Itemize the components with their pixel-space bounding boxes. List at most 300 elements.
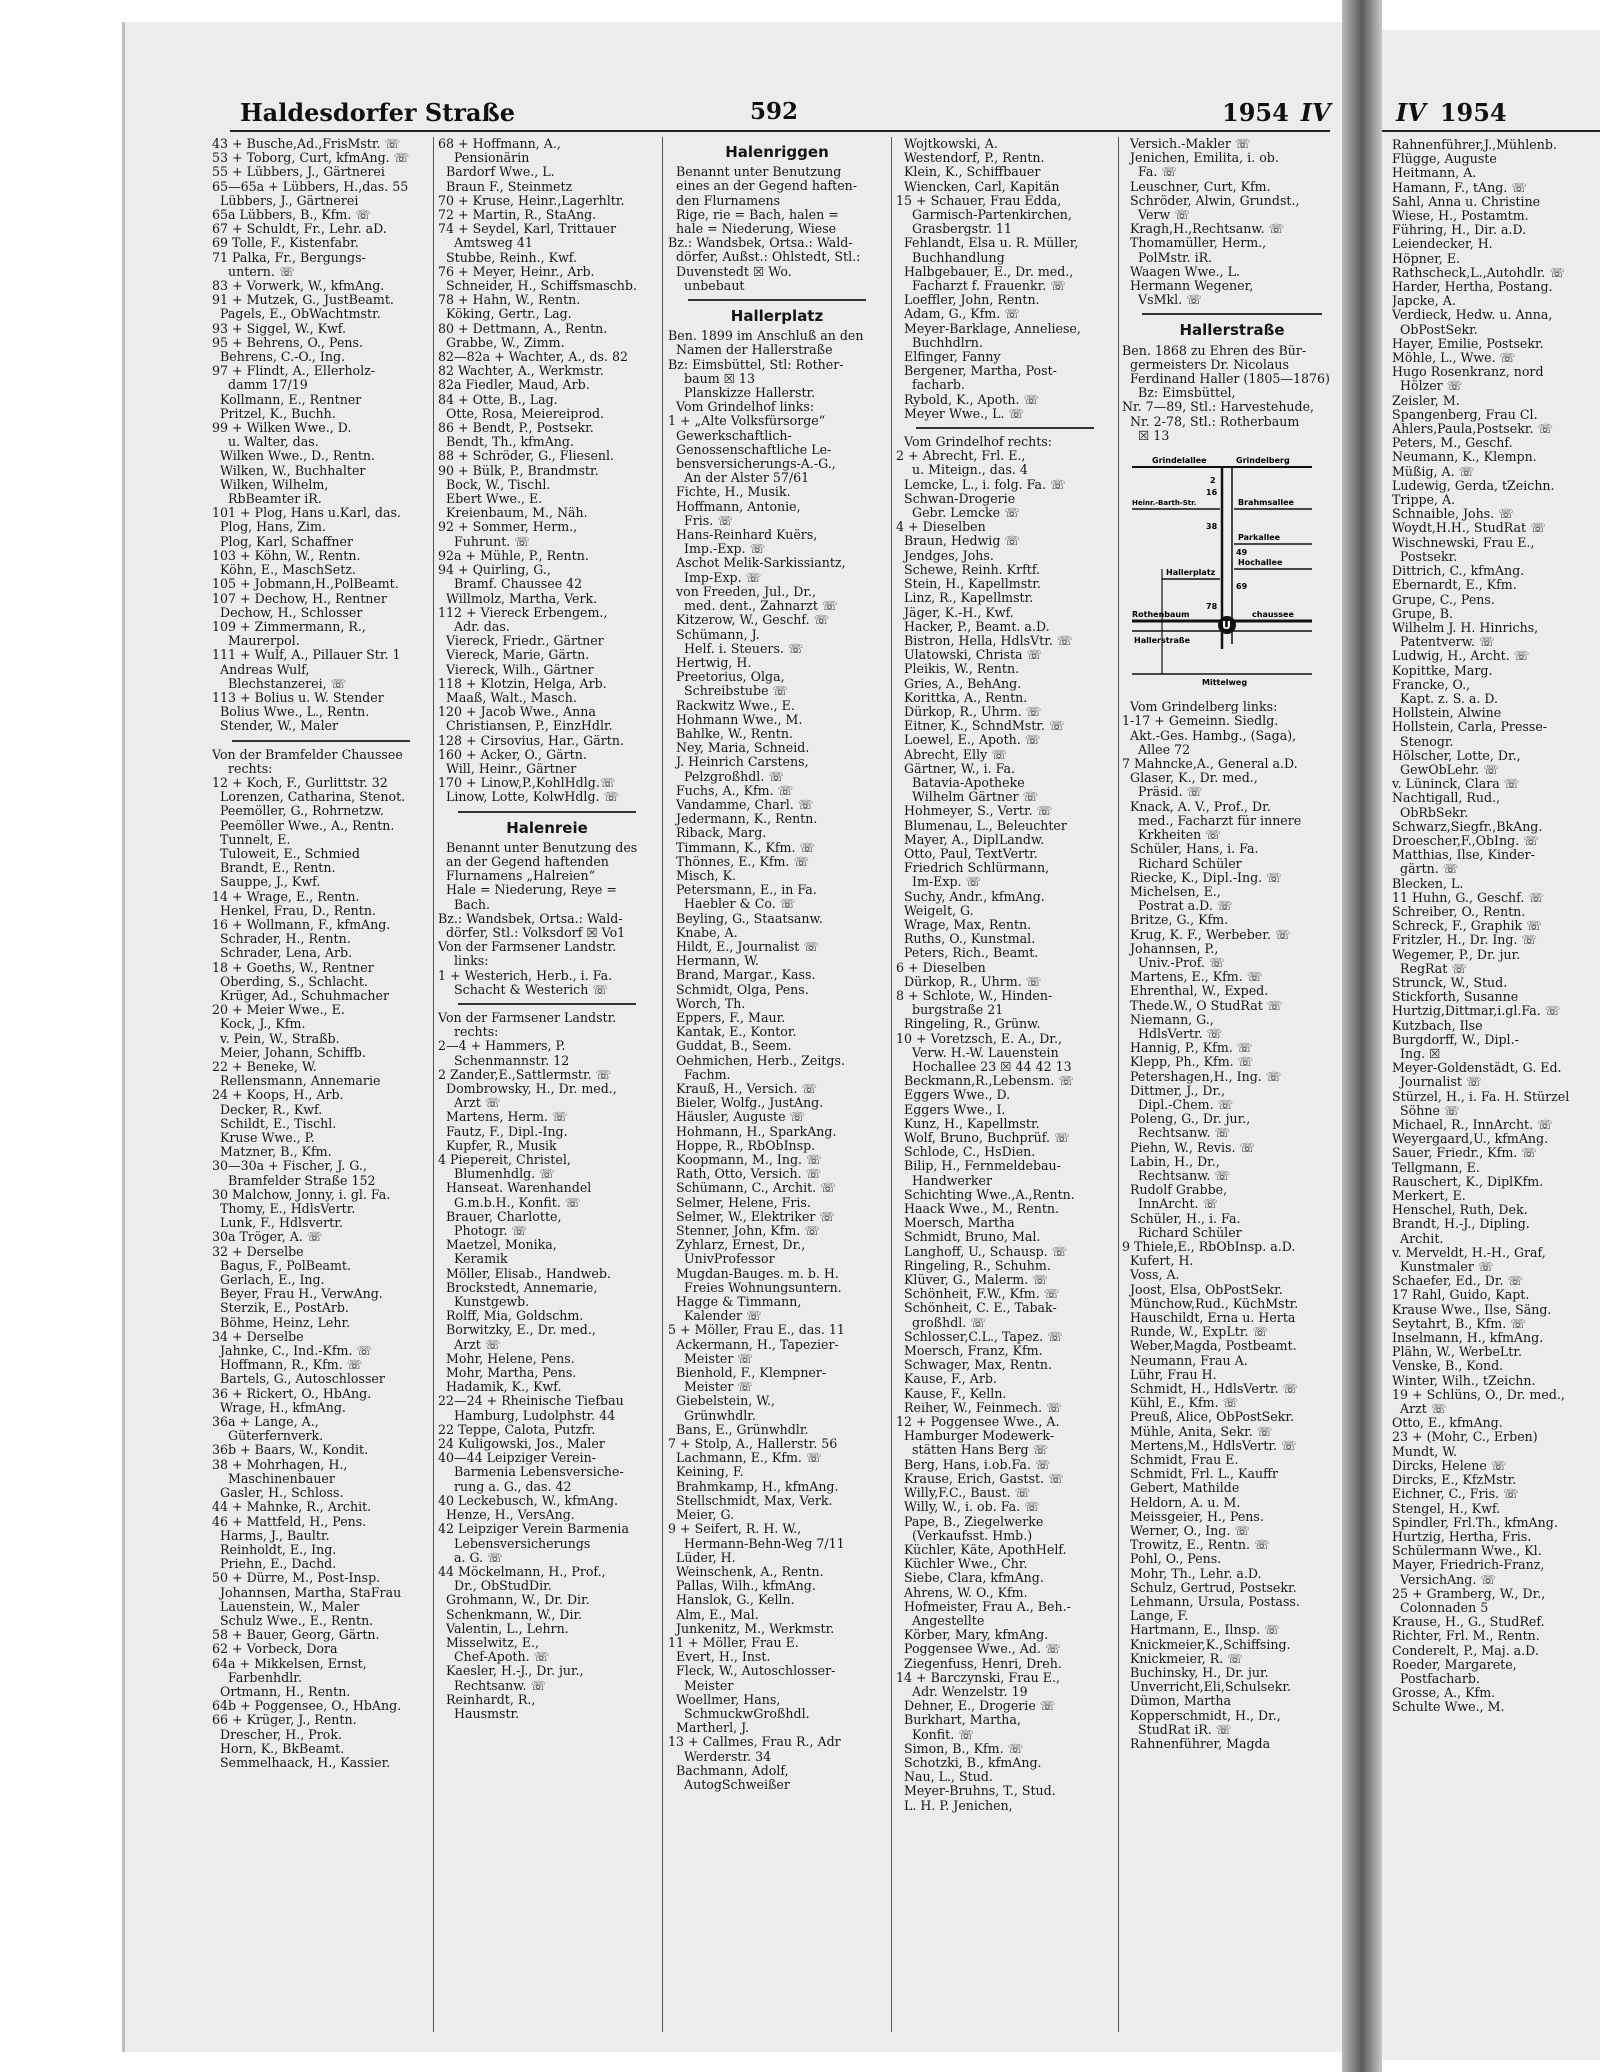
directory-entry: 24 Kuligowski, Jos., Maler: [438, 1437, 605, 1452]
directory-entry: Vom Grindelhof rechts:: [896, 435, 1052, 450]
directory-entry: Mundt, W.: [1392, 1444, 1457, 1459]
directory-entry: Peters, Rich., Beamt.: [896, 946, 1039, 961]
directory-entry: Evert, H., Inst.: [668, 1650, 771, 1665]
directory-entry: med., Facharzt für innere: [1122, 813, 1302, 828]
directory-entry: Michael, R., InnArcht. ☏: [1392, 1118, 1553, 1133]
directory-entry: Gasler, H., Schloss.: [212, 1486, 344, 1501]
directory-entry: Bardorf Wwe., L.: [438, 165, 555, 180]
directory-entry: 10 + Voretzsch, E. A., Dr.,: [896, 1031, 1062, 1046]
directory-entry: Otto, Paul, TextVertr.: [896, 846, 1038, 861]
directory-entry: ☒ 13: [1122, 428, 1170, 443]
facing-page: [1382, 30, 1600, 2060]
directory-entry: 15 + Schauer, Frau Edda,: [896, 193, 1062, 208]
directory-entry: 65a Lübbers, B., Kfm. ☏: [212, 208, 372, 223]
directory-entry: Siebe, Clara, kfmAng.: [896, 1571, 1044, 1586]
directory-entry: Schülermann Wwe., Kl.: [1392, 1544, 1542, 1559]
directory-entry: Wilken, W., Buchhalter: [212, 463, 366, 478]
directory-entry: Meister ☏: [668, 1351, 754, 1366]
directory-entry: 32 + Derselbe: [212, 1244, 304, 1259]
directory-entry: Bergener, Martha, Post-: [896, 364, 1057, 379]
directory-entry: Braun, Hedwig ☏: [896, 534, 1021, 549]
directory-entry: Will, Heinr., Gärtner: [438, 761, 577, 776]
directory-entry: 91 + Mutzek, G., JustBeamt.: [212, 293, 394, 308]
directory-entry: Dürkop, R., Uhrm. ☏: [896, 974, 1042, 989]
section-divider: [458, 1003, 636, 1005]
directory-entry: rechts:: [438, 1025, 499, 1040]
directory-entry: Fachm.: [668, 1067, 731, 1082]
directory-entry: Hannig, P., Kfm. ☏: [1122, 1041, 1253, 1056]
directory-entry: G.m.b.H., Konfit. ☏: [438, 1195, 581, 1210]
directory-entry: v. Merveldt, H.-H., Graf,: [1392, 1245, 1546, 1260]
directory-entry: ObRbSekr.: [1392, 805, 1469, 820]
directory-entry: Ackermann, H., Tapezier-: [668, 1337, 839, 1352]
directory-entry: Eppers, F., Maur.: [668, 1010, 786, 1025]
directory-entry: 82—82a + Wachter, A., ds. 82: [438, 350, 629, 365]
directory-entry: Loeffler, John, Rentn.: [896, 293, 1040, 308]
directory-entry: links:: [438, 954, 489, 969]
directory-entry: Selmer, Helene, Fris.: [668, 1195, 811, 1210]
directory-entry: Höpner, E.: [1392, 251, 1461, 266]
directory-entry: 9 Thiele,E., RbObInsp. a.D.: [1122, 1239, 1296, 1254]
directory-entry: Dircks, Helene ☏: [1392, 1458, 1507, 1473]
directory-entry: Ludwig, H., Archt. ☏: [1392, 649, 1530, 664]
directory-entry: 1 + „Alte Volksfürsorge“: [668, 414, 826, 429]
directory-entry: Priehn, E., Dachd.: [212, 1557, 337, 1572]
directory-entry: 83 + Vorwerk, W., kfmAng.: [212, 279, 385, 294]
directory-entry: (Verkaufsst. Hmb.): [896, 1528, 1033, 1543]
directory-entry: Möller, Elisab., Handweb.: [438, 1266, 611, 1281]
directory-entry: Haack Wwe., M., Rentn.: [896, 1202, 1060, 1217]
directory-entry: Ulatowski, Christa ☏: [896, 648, 1043, 663]
directory-entry: Führing, H., Dir. a.D.: [1392, 223, 1527, 238]
directory-entry: eines an der Gegend haften-: [668, 179, 858, 194]
directory-entry: Rechtsanw. ☏: [438, 1678, 547, 1693]
facing-year-label: 1954: [1439, 98, 1507, 127]
directory-entry: Zeisler, M.: [1392, 393, 1460, 408]
directory-entry: Schulz, Gertrud, Postsekr.: [1122, 1580, 1297, 1595]
directory-entry: Meissgeier, H., Pens.: [1122, 1509, 1264, 1524]
directory-entry: 90 + Bülk, P., Brandmstr.: [438, 463, 599, 478]
directory-entry: Leuschner, Curt, Kfm.: [1122, 179, 1271, 194]
directory-entry: Müßig, A. ☏: [1392, 464, 1475, 479]
directory-entry: Genossenschaftliche Le-: [668, 442, 832, 457]
directory-entry: 78 + Hahn, W., Rentn.: [438, 293, 581, 308]
directory-entry: Fa. ☏: [1122, 165, 1178, 180]
directory-entry: Spindler, Frl.Th., kfmAng.: [1392, 1515, 1558, 1530]
directory-entry: 84 + Otte, B., Lag.: [438, 392, 558, 407]
directory-entry: Andreas Wulf,: [212, 662, 310, 677]
directory-entry: 18 + Goeths, W., Rentner: [212, 960, 374, 975]
directory-entry: Hohmann, H., SparkAng.: [668, 1124, 837, 1139]
directory-entry: Schildt, E., Tischl.: [212, 1116, 337, 1131]
directory-entry: Conderelt, P., Maj. a.D.: [1392, 1643, 1539, 1658]
directory-entry: Nr. 7—89, Stl.: Harvestehude,: [1122, 400, 1315, 415]
directory-entry: Braun F., Steinmetz: [438, 179, 573, 194]
directory-entry: Dircks, E., KfzMstr.: [1392, 1473, 1517, 1488]
directory-entry: 36a + Lange, A.,: [212, 1415, 319, 1430]
directory-entry: Henschel, Ruth, Dek.: [1392, 1203, 1528, 1218]
directory-entry: Petershagen,H., Ing. ☏: [1122, 1069, 1282, 1084]
directory-entry: Heitmann, A.: [1392, 166, 1477, 181]
directory-entry: Meier, G.: [668, 1508, 735, 1523]
directory-entry: Weinschenk, A., Rentn.: [668, 1564, 824, 1579]
directory-entry: Bachmann, Adolf,: [668, 1763, 789, 1778]
directory-entry: Bramf. Chaussee 42: [438, 577, 583, 592]
directory-entry: 97 + Flindt, A., Ellerholz-: [212, 364, 376, 379]
directory-entry: Schmidt, H., HdlsVertr. ☏: [1122, 1382, 1299, 1397]
directory-entry: Sauer, Friedr., Kfm. ☏: [1392, 1146, 1538, 1161]
directory-entry: Ferdinand Haller (1805—1876): [1122, 372, 1330, 387]
directory-entry: 82a Fiedler, Maud, Arb.: [438, 378, 590, 393]
directory-entry: Johannsen, P.,: [1122, 941, 1219, 956]
directory-entry: ObPostSekr.: [1392, 322, 1478, 337]
directory-entry: Mohr, Th., Lehr. a.D.: [1122, 1566, 1262, 1581]
directory-entry: Suchy, Andr., kfmAng.: [896, 889, 1045, 904]
directory-entry: Henkel, Frau, D., Rentn.: [212, 903, 376, 918]
directory-entry: Koopmann, M., Ing. ☏: [668, 1153, 822, 1168]
directory-entry: Gärtner, W., i. Fa.: [896, 761, 1016, 776]
directory-entry: Leiendecker, H.: [1392, 237, 1493, 252]
directory-entry: Blumenau, L., Beleuchter: [896, 818, 1067, 833]
directory-entry: Venske, B., Kond.: [1392, 1359, 1504, 1374]
directory-entry: Rathscheck,L.,Autohdlr. ☏: [1392, 265, 1566, 280]
directory-entry: 42 Leipziger Verein Barmenia: [438, 1522, 629, 1537]
directory-entry: Wojtkowski, A.: [896, 137, 998, 151]
map-housenumber: 38: [1206, 522, 1218, 532]
directory-entry: Pohl, O., Pens.: [1122, 1552, 1222, 1567]
directory-entry: Bramfelder Straße 152: [212, 1173, 376, 1188]
directory-entry: Rellensmann, Annemarie: [212, 1074, 381, 1089]
directory-entry: Jahnke, C., Ind.-Kfm. ☏: [212, 1344, 373, 1359]
directory-entry: 11 + Möller, Frau E.: [668, 1635, 799, 1650]
directory-entry: Garmisch-Partenkirchen,: [896, 208, 1072, 223]
directory-entry: Waagen Wwe., L.: [1122, 264, 1241, 279]
directory-entry: Viereck, Marie, Gärtn.: [438, 648, 590, 663]
directory-entry: Hollstein, Carla, Presse-: [1392, 720, 1548, 735]
directory-entry: Hölzer ☏: [1392, 379, 1463, 394]
directory-entry: Glaser, K., Dr. med.,: [1122, 771, 1258, 786]
directory-entry: Flügge, Auguste: [1392, 152, 1497, 167]
directory-entry: 17 Rahl, Guido, Kapt.: [1392, 1288, 1530, 1303]
directory-entry: Köking, Gertr., Lag.: [438, 307, 572, 322]
directory-entry: Schulte Wwe., M.: [1392, 1700, 1505, 1715]
directory-entry: Meyer-Bruhns, T., Stud.: [896, 1784, 1056, 1799]
directory-entry: Winter, Wilh., tZeichn.: [1392, 1373, 1536, 1388]
directory-entry: Grupe, C., Pens.: [1392, 592, 1495, 607]
directory-entry: Präsid. ☏: [1122, 785, 1203, 800]
map-label-chaussee: chaussee: [1252, 610, 1294, 620]
directory-entry: Brauer, Charlotte,: [438, 1209, 562, 1224]
directory-entry: Otto, E., kfmAng.: [1392, 1416, 1503, 1431]
directory-entry: großhdl. ☏: [896, 1315, 987, 1330]
directory-entry: Eichner, C., Fris. ☏: [1392, 1487, 1519, 1502]
directory-entry: Schreiber, O., Rentn.: [1392, 904, 1526, 919]
directory-entry: Von der Bramfelder Chaussee: [212, 747, 403, 762]
directory-entry: Eggers Wwe., I.: [896, 1102, 1006, 1117]
directory-entry: Schmidt, Frl. L., Kauffr: [1122, 1467, 1279, 1482]
directory-entry: Abrecht, Elly ☏: [896, 747, 1007, 762]
directory-entry: Rechtsanw. ☏: [1122, 1126, 1231, 1141]
directory-entry: Harms, J., Baultr.: [212, 1528, 330, 1543]
directory-entry: Selmer, W., Elektriker ☏: [668, 1209, 836, 1224]
map-housenumber: 78: [1206, 602, 1218, 612]
directory-entry: Woellmer, Hans,: [668, 1692, 781, 1707]
directory-entry: Petersmann, E., in Fa.: [668, 883, 817, 898]
directory-entry: Schulz Wwe., E., Rentn.: [212, 1613, 374, 1628]
directory-entry: Worch, Th.: [668, 996, 746, 1011]
directory-entry: Jenichen, Emilita, i. ob.: [1122, 151, 1279, 166]
directory-entry: 12 + Koch, F., Gurlittstr. 32: [212, 775, 388, 790]
directory-entry: Behrens, C.-O., Ing.: [212, 350, 346, 365]
directory-entry: Hanslok, G., Kelln.: [668, 1593, 795, 1608]
directory-entry: Brand, Margar., Kass.: [668, 968, 816, 983]
directory-entry: Maurerpol.: [212, 634, 300, 649]
directory-entry: Nachtigall, Rud.,: [1392, 791, 1501, 806]
directory-entry: Küchler Wwe., Chr.: [896, 1557, 1028, 1572]
directory-entry: 55 + Lübbers, J., Gärtnerei: [212, 165, 385, 180]
directory-entry: Wegemer, P., Dr. jur.: [1392, 947, 1521, 962]
directory-entry: Ehrenthal, W., Exped.: [1122, 984, 1269, 999]
directory-entry: rung a. G., das. 42: [438, 1479, 572, 1494]
directory-entry: 69 Tolle, F., Kistenfabr.: [212, 236, 359, 251]
directory-entry: Wilken, Wilhelm,: [212, 477, 329, 492]
directory-entry: An der Alster 57/61: [668, 471, 810, 486]
map-housenumber: 69: [1236, 582, 1248, 592]
directory-entry: Schwager, Max, Rentn.: [896, 1358, 1052, 1373]
directory-entry: Trippe, A.: [1392, 493, 1456, 508]
directory-entry: Horn, K., BkBeamt.: [212, 1741, 345, 1756]
directory-entry: 11 Huhn, G., Geschf. ☏: [1392, 890, 1545, 905]
map-housenumber: 16: [1206, 488, 1218, 498]
directory-entry: Gebert, Mathilde: [1122, 1481, 1240, 1496]
directory-entry: Pelzgroßhdl. ☏: [668, 769, 785, 784]
directory-entry: 36 + Rickert, O., HbAng.: [212, 1386, 372, 1401]
directory-entry: Hoffmann, Antonie,: [668, 499, 801, 514]
directory-entry: Preuß, Alice, ObPostSekr.: [1122, 1410, 1294, 1425]
directory-entry: Thede.W., O StudRat ☏: [1122, 998, 1283, 1013]
directory-entry: Schnaible, Johs. ☏: [1392, 507, 1514, 522]
directory-entry: Hohmeyer, S., Vertr. ☏: [896, 804, 1053, 819]
column-2: [438, 137, 656, 2032]
directory-entry: med. dent., Zahnarzt ☏: [668, 599, 838, 614]
directory-entry: Tuloweit, E., Schmied: [212, 846, 360, 861]
column-5: [1122, 137, 1342, 2032]
directory-entry: burgstraße 21: [896, 1003, 1004, 1018]
directory-entry: Niemann, G.,: [1122, 1012, 1214, 1027]
directory-entry: Henze, H., VersAng.: [438, 1508, 575, 1523]
directory-entry: Decker, R., Kwf.: [212, 1102, 323, 1117]
directory-entry: Hermann, W.: [668, 954, 759, 969]
directory-entry: 94 + Quirling, G.,: [438, 563, 551, 578]
directory-entry: Sterzik, E., PostArb.: [212, 1301, 349, 1316]
directory-entry: Verw ☏: [1122, 208, 1190, 223]
directory-entry: Dr., ObStudDir.: [438, 1579, 552, 1594]
directory-entry: Riback, Marg.: [668, 826, 767, 841]
directory-entry: Schwan-Drogerie: [896, 491, 1016, 506]
directory-entry: Poleng, G., Dr. jur.,: [1122, 1112, 1251, 1127]
directory-entry: Kutzbach, Ilse: [1392, 1018, 1483, 1033]
directory-entry: Stellschmidt, Max, Verk.: [668, 1493, 833, 1508]
directory-entry: Postrat a.D. ☏: [1122, 899, 1233, 914]
directory-entry: Bz: Eimsbüttel, Stl: Rother-: [668, 357, 844, 372]
directory-entry: Schönheit, F.W., Kfm. ☏: [896, 1287, 1060, 1302]
directory-entry: Kapt. z. S. a. D.: [1392, 691, 1499, 706]
directory-entry: InnArcht. ☏: [1122, 1197, 1219, 1212]
directory-entry: Schmidt, Frau E.: [1122, 1453, 1239, 1468]
directory-entry: Schmidt, Olga, Pens.: [668, 982, 809, 997]
street-heading: Hallerstraße: [1179, 321, 1285, 340]
directory-entry: 20 + Meier Wwe., E.: [212, 1003, 345, 1018]
directory-entry: Woydt,H.H., StudRat ☏: [1392, 521, 1546, 536]
directory-entry: Klepp, Ph., Kfm. ☏: [1122, 1055, 1254, 1070]
directory-entry: Linow, Lotte, KolwHdlg. ☏: [438, 790, 620, 805]
directory-entry: 1 + Westerich, Herb., i. Fa.: [438, 968, 613, 983]
directory-entry: Hölscher, Lotte, Dr.,: [1392, 748, 1521, 763]
directory-entry: 38 + Mohrhagen, H.,: [212, 1457, 348, 1472]
directory-entry: Mertens,M., HdlsVertr. ☏: [1122, 1438, 1297, 1453]
directory-entry: Tellgmann, E.: [1392, 1160, 1480, 1175]
directory-entry: Piehn, W., Revis. ☏: [1122, 1140, 1256, 1155]
volume-label: IV: [1300, 98, 1331, 127]
directory-entry: Bock, W., Tischl.: [438, 477, 551, 492]
directory-entry: Nr. 2-78, Stl.: Rotherbaum: [1122, 414, 1300, 429]
directory-entry: Haebler & Co. ☏: [668, 897, 796, 912]
directory-entry: Ebernardt, E., Kfm.: [1392, 578, 1517, 593]
directory-entry: Kock, J., Kfm.: [212, 1017, 306, 1032]
directory-entry: Stender, W., Maler: [212, 719, 339, 734]
directory-entry: 19 + Schlüns, O., Dr. med.,: [1392, 1387, 1565, 1402]
directory-entry: Maetzel, Monika,: [438, 1238, 557, 1253]
directory-entry: 80 + Dettmann, A., Rentn.: [438, 321, 608, 336]
directory-entry: Peemöller, G., Rohrnetzw.: [212, 804, 384, 819]
directory-entry: Rige, rie = Bach, halen =: [668, 207, 839, 222]
directory-entry: Grabbe, W., Zimm.: [438, 335, 565, 350]
directory-entry: Linz, R., Kapellmstr.: [896, 591, 1034, 606]
directory-entry: 103 + Köhn, W., Rentn.: [212, 548, 361, 563]
directory-entry: Krug, K. F., Werbeber. ☏: [1122, 927, 1291, 942]
directory-entry: Lebensversicherungs: [438, 1536, 591, 1551]
directory-entry: Borwitzky, E., Dr. med.,: [438, 1323, 596, 1338]
directory-entry: 65—65a + Lübbers, H.,das. 55: [212, 179, 409, 194]
directory-entry: Richter, Frl. M., Rentn.: [1392, 1629, 1540, 1644]
column-6: [1392, 138, 1597, 2033]
directory-entry: Harder, Hertha, Postang.: [1392, 280, 1553, 295]
directory-entry: Stenogr.: [1392, 734, 1454, 749]
directory-entry: RbBeamter iR.: [212, 492, 322, 507]
directory-entry: Inselmann, H., kfmAng.: [1392, 1331, 1544, 1346]
directory-entry: Willy, W., i. ob. Fa. ☏: [896, 1500, 1040, 1515]
map-label-hallerplatz: Hallerplatz: [1166, 568, 1216, 578]
directory-entry: Matthias, Ilse, Kinder-: [1392, 848, 1535, 863]
directory-entry: Thomamüller, Herm.,: [1122, 236, 1267, 251]
directory-entry: Bahlke, W., Rentn.: [668, 726, 793, 741]
directory-entry: 93 + Siggel, W., Kwf.: [212, 321, 347, 336]
directory-entry: 36b + Baars, W., Kondit.: [212, 1443, 369, 1458]
directory-entry: Akt.-Ges. Hambg., (Saga),: [1122, 728, 1297, 743]
map-label-parkallee: Parkallee: [1238, 533, 1281, 543]
directory-entry: 22 + Beneke, W.: [212, 1060, 317, 1074]
directory-entry: Unverricht,Eli,Schulsekr.: [1122, 1680, 1291, 1695]
directory-entry: Rackwitz Wwe., E.: [668, 698, 795, 713]
directory-entry: 30 Malchow, Jonny, i. gl. Fa.: [212, 1187, 391, 1202]
directory-entry: VersichAng. ☏: [1392, 1572, 1497, 1587]
directory-entry: Knickmeier,K.,Schiffsing.: [1122, 1637, 1291, 1652]
directory-entry: Bz.: Wandsbek, Ortsa.: Wald-: [438, 911, 623, 926]
map-label-brahmsallee: Brahmsallee: [1238, 498, 1294, 508]
directory-entry: a. G. ☏: [438, 1550, 503, 1565]
directory-entry: Wolf, Bruno, Buchprüf. ☏: [896, 1131, 1070, 1146]
directory-entry: Fichte, H., Musik.: [668, 485, 791, 500]
directory-entry: Korittka, A., Rentn.: [896, 690, 1028, 705]
directory-entry: Rauschert, K., DiplKfm.: [1392, 1174, 1544, 1189]
directory-entry: Benannt unter Benutzung: [668, 165, 842, 180]
directory-entry: Hacker, P., Beamt. a.D.: [896, 619, 1050, 634]
directory-entry: Stürzel, H., i. Fa. H. Stürzel: [1392, 1089, 1570, 1104]
directory-entry: Krause, H., G., StudRef.: [1392, 1615, 1545, 1630]
directory-entry: Hoffmann, R., Kfm. ☏: [212, 1358, 363, 1373]
directory-entry: Misselwitz, E.,: [438, 1635, 540, 1650]
directory-entry: Kopittke, Marg.: [1392, 663, 1493, 678]
directory-entry: VsMkl. ☏: [1122, 293, 1202, 308]
directory-entry: Gebr. Lemcke ☏: [896, 506, 1020, 521]
directory-entry: Dipl.-Chem. ☏: [1122, 1097, 1234, 1112]
directory-entry: Zyhlarz, Ernest, Dr.,: [668, 1238, 806, 1253]
section-divider: [458, 811, 636, 813]
directory-entry: Von der Farmsener Landstr.: [438, 940, 617, 955]
directory-entry: Beyling, G., Staatsanw.: [668, 911, 823, 926]
directory-entry: Rybold, K., Apoth. ☏: [896, 392, 1040, 407]
directory-entry: Blumenhdlg. ☏: [438, 1167, 555, 1182]
directory-entry: 1-17 + Gemeinn. Siedlg.: [1122, 714, 1279, 729]
directory-entry: Dittrich, C., kfmAng.: [1392, 564, 1525, 579]
directory-entry: Wrage, Max, Rentn.: [896, 917, 1032, 932]
directory-entry: Oehmichen, Herb., Zeitgs.: [668, 1053, 845, 1068]
directory-entry: Bolius Wwe., L., Rentn.: [212, 705, 370, 720]
directory-entry: Benannt unter Benutzung des: [438, 840, 638, 855]
directory-entry: Brockstedt, Annemarie,: [438, 1280, 598, 1295]
directory-entry: GewObLehr. ☏: [1392, 762, 1500, 777]
directory-entry: Ringeling, R., Schuhm.: [896, 1258, 1051, 1273]
street-heading: Hallerplatz: [730, 307, 824, 326]
directory-entry: Peters, M., Geschf.: [1392, 436, 1513, 451]
directory-entry: 66 + Krüger, J., Rentn.: [212, 1713, 357, 1728]
directory-entry: Rath, Otto, Versich. ☏: [668, 1167, 822, 1182]
directory-entry: Stickforth, Susanne: [1392, 990, 1519, 1005]
directory-entry: Misch, K.: [668, 868, 736, 883]
directory-entry: Rudolf Grabbe,: [1122, 1183, 1228, 1198]
directory-entry: Fris. ☏: [668, 513, 734, 528]
street-map-figure: [1122, 449, 1342, 692]
directory-entry: an der Gegend haftenden: [438, 854, 609, 869]
directory-entry: Namen der Hallerstraße: [668, 343, 833, 358]
directory-entry: Martherl, J.: [668, 1721, 750, 1736]
directory-entry: Blechstanzerei, ☏: [212, 676, 347, 691]
directory-entry: Weyergaard,U., kfmAng.: [1392, 1132, 1549, 1147]
directory-entry: Bienhold, F., Klempner-: [668, 1366, 827, 1381]
directory-entry: Wilken Wwe., D., Rentn.: [212, 449, 376, 464]
directory-entry: Peemöller Wwe., A., Rentn.: [212, 818, 395, 833]
directory-entry: Münchow,Rud., KüchMstr.: [1122, 1296, 1299, 1311]
directory-entry: Batavia-Apotheke: [896, 775, 1025, 790]
directory-entry: Möhle, L., Wwe. ☏: [1392, 351, 1516, 366]
directory-entry: Kitzerow, W., Geschf. ☏: [668, 613, 830, 628]
directory-entry: Lorenzen, Catharina, Stenot.: [212, 790, 406, 805]
directory-entry: 6 + Dieselben: [896, 960, 986, 975]
directory-entry: Rahnenführer,J.,Mühlenb.: [1392, 138, 1557, 152]
directory-entry: stätten Hans Berg ☏: [896, 1443, 1049, 1458]
directory-entry: Archit.: [1392, 1231, 1444, 1246]
directory-entry: Werderstr. 34: [668, 1749, 772, 1764]
